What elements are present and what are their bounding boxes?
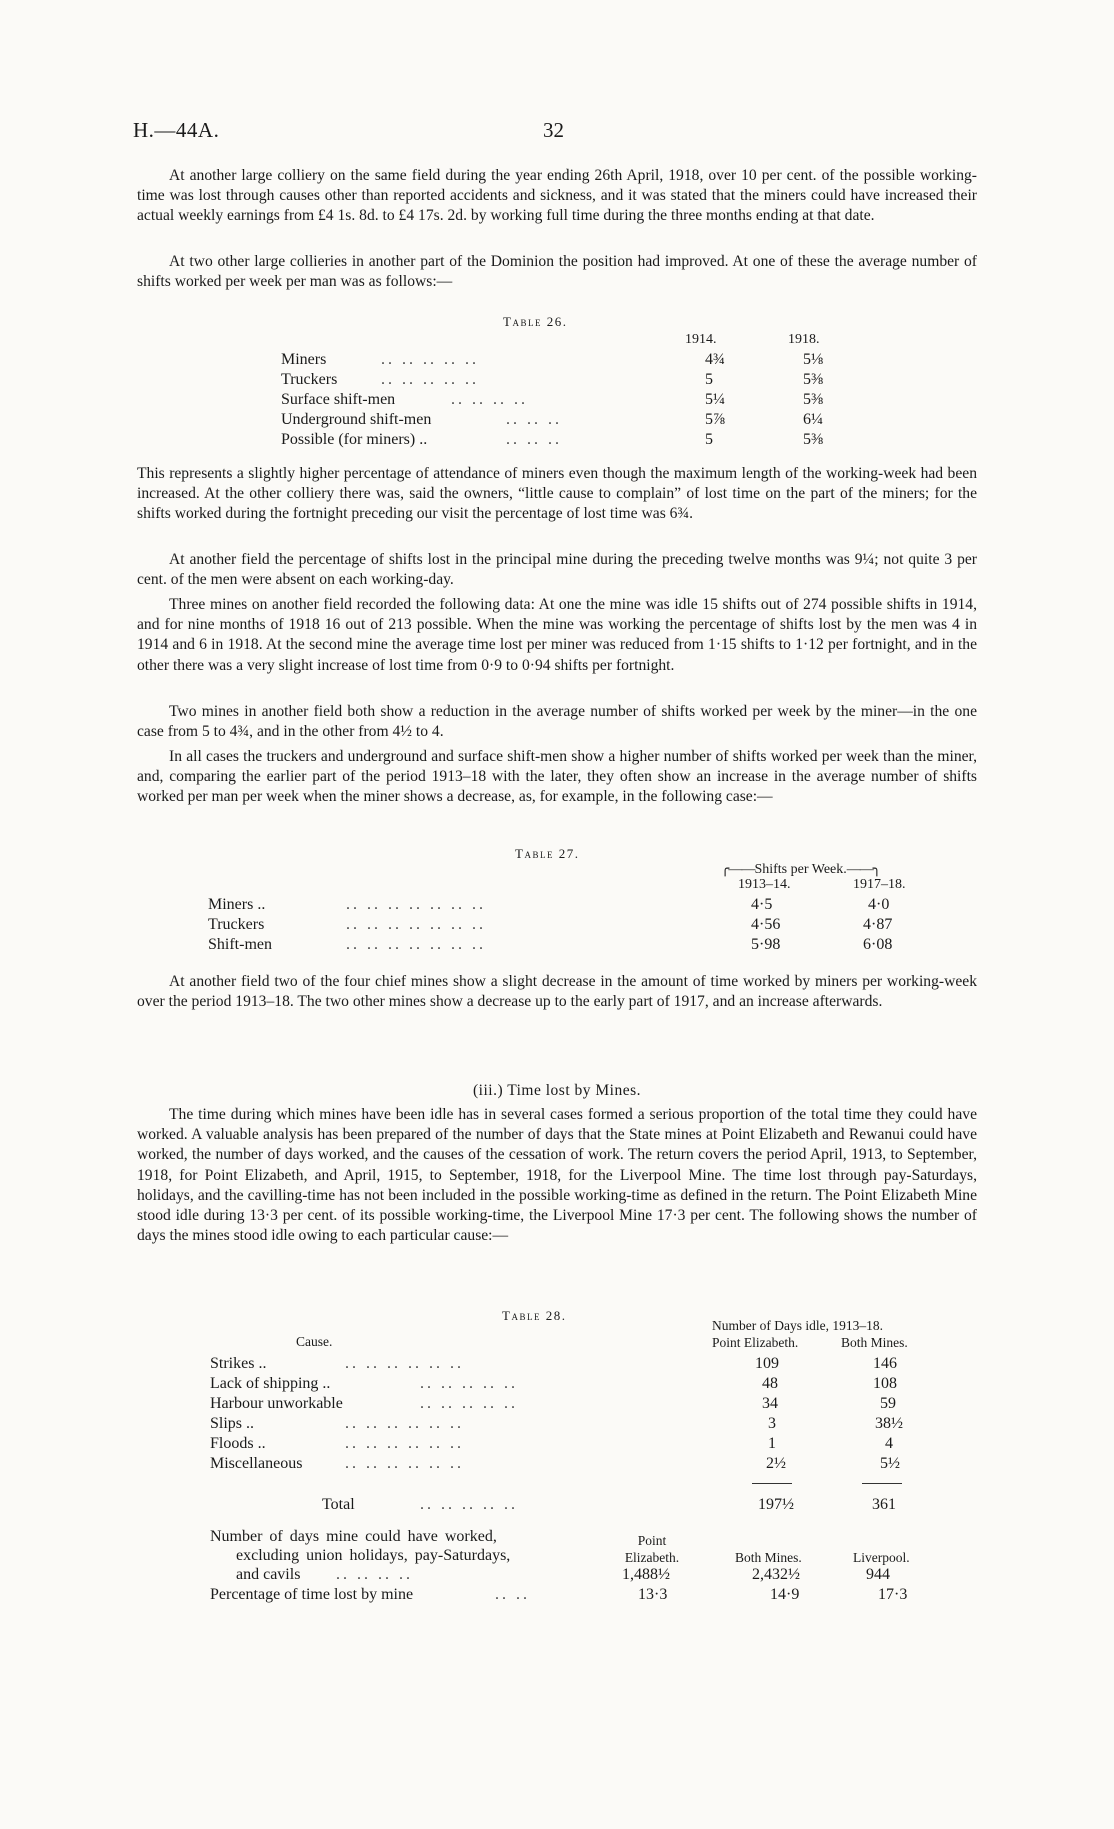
row-label: Surface shift-men bbox=[281, 391, 396, 408]
table-row bbox=[208, 936, 928, 956]
worked-label-text: excluding union holidays, pay-Saturdays, bbox=[236, 1547, 511, 1564]
worked-label-text: Number of days mine could have worked, bbox=[210, 1528, 497, 1545]
table-28-cause-header: Cause. bbox=[296, 1334, 333, 1349]
cell-1913-14: 4·5 bbox=[751, 896, 773, 913]
worked-head-liverpool: Liverpool. bbox=[853, 1550, 910, 1565]
table-27-group-header: ╭——Shifts per Week.——╮ bbox=[721, 862, 881, 877]
table-26-caption: Table 26. bbox=[503, 314, 568, 329]
cell-both-mines: 146 bbox=[873, 1355, 897, 1372]
row-dots: .. .. .. .. .. .. .. bbox=[346, 936, 486, 953]
percentage-liverpool: 17·3 bbox=[878, 1586, 908, 1603]
row-dots: .. .. .. .. .. .. bbox=[345, 1415, 464, 1432]
percentage-row bbox=[210, 1586, 970, 1606]
total-rule-point-elizabeth bbox=[752, 1483, 792, 1484]
worked-values-row bbox=[622, 1566, 962, 1586]
table-row bbox=[208, 916, 928, 936]
cell-1918: 5⅜ bbox=[803, 371, 823, 388]
cell-both-mines: 5½ bbox=[880, 1455, 900, 1472]
paragraph-2: At two other large collieries in another part of the Dominion the position had improved. At one of these the average number of shifts worked per week per man was as follows:— bbox=[137, 253, 977, 291]
worked-both-mines: 2,432½ bbox=[752, 1566, 800, 1583]
cell-1918: 5⅜ bbox=[803, 431, 823, 448]
paragraph-3: This represents a slightly higher percentage of attendance of miners even though the maximum length of the working-week had been increased. At the other colliery there was, said the owners, “little cause to complain” of lost time on the part of the miners; for the shifts worked during the fortnight preceding our visit the percentage of lost time was 6¾. bbox=[137, 465, 977, 523]
row-dots: .. .. .. .. .. .. .. bbox=[346, 916, 486, 933]
table-row-total bbox=[210, 1496, 930, 1516]
document-reference: H.—44A. bbox=[133, 118, 220, 142]
worked-liverpool: 944 bbox=[866, 1566, 890, 1583]
total-both-mines: 361 bbox=[872, 1496, 896, 1513]
cell-both-mines: 108 bbox=[873, 1375, 897, 1392]
cell-point-elizabeth: 109 bbox=[755, 1355, 779, 1372]
row-label: Slips .. bbox=[210, 1415, 255, 1432]
cell-both-mines: 59 bbox=[880, 1395, 896, 1412]
paragraph-8: At another field two of the four chief mines show a slight decrease in the amount of time worked by miners per working-week over the period 1913–18. The two other mines show a decrease up to the early part of 1917, and an increase afterwards. bbox=[137, 973, 977, 1011]
page-number: 32 bbox=[543, 118, 564, 142]
table-row bbox=[210, 1375, 930, 1395]
row-dots: .. .. .. .. .. bbox=[420, 1395, 518, 1412]
percentage-label: Percentage of time lost by mine bbox=[210, 1586, 414, 1603]
worked-point-elizabeth: 1,488½ bbox=[622, 1566, 670, 1583]
paragraph-4: At another field the percentage of shifts lost in the principal mine during the preceding twelve months was 9¼; not quite 3 per cent. of the men were absent on each working-day. bbox=[137, 551, 977, 589]
cell-1914: 5 bbox=[705, 371, 713, 388]
table-26-col-1918: 1918. bbox=[788, 332, 820, 347]
section-title: (iii.) Time lost by Mines. bbox=[472, 1082, 642, 1099]
table-row bbox=[210, 1355, 930, 1375]
worked-label-text: and cavils bbox=[236, 1566, 301, 1583]
table-28-caption: Table 28. bbox=[502, 1308, 567, 1323]
row-label: Truckers bbox=[208, 916, 265, 933]
row-dots: .. .. .. bbox=[506, 411, 562, 428]
row-label: Strikes .. bbox=[210, 1355, 267, 1372]
row-label: Miners .. bbox=[208, 896, 266, 913]
total-label: Total bbox=[322, 1496, 355, 1513]
paragraph-6: Two mines in another field both show a reduction in the average number of shifts worked per week by the miner—in the one case from 5 to 4¾, and in the other from 4½ to 4. bbox=[137, 703, 977, 741]
table-row bbox=[210, 1435, 930, 1455]
cell-point-elizabeth: 1 bbox=[768, 1435, 776, 1452]
cell-1913-14: 5·98 bbox=[751, 936, 781, 953]
row-dots: .. .. .. bbox=[506, 431, 562, 448]
cell-1918: 6¼ bbox=[803, 411, 823, 428]
table-27-col-1917-18: 1917–18. bbox=[853, 877, 906, 892]
row-label: Harbour unworkable bbox=[210, 1395, 343, 1412]
row-dots: .. .. .. .. .. bbox=[420, 1496, 518, 1513]
percentage-both-mines: 14·9 bbox=[770, 1586, 800, 1603]
row-label: Floods .. bbox=[210, 1435, 266, 1452]
row-label: Possible (for miners) .. bbox=[281, 431, 428, 448]
row-dots: .. .. bbox=[495, 1586, 530, 1603]
row-label: Miscellaneous bbox=[210, 1455, 303, 1472]
cell-point-elizabeth: 48 bbox=[762, 1375, 778, 1392]
table-26-col-1914: 1914. bbox=[685, 332, 717, 347]
cell-1914: 5⅞ bbox=[705, 411, 725, 428]
paragraph-9: The time during which mines have been idle has in several cases formed a serious proportion of the total time they could have worked. A valuable analysis has been prepared of the number of days that the State mines at Point Elizabeth and Rewanui could have worked, the number of days worked, and the causes of the cessation of work. The return covers the period April, 1913, to September, 1918, for Point Elizabeth, and April, 1915, to September, 1918, for the Liverpool Mine. The time lost through pay-Saturdays, holidays, and the cavilling-time has not been included in the possible working-time as defined in the return. The Point Elizabeth Mine stood idle during 13·3 per cent. of its possible working-time, the Liverpool Mine 17·3 per cent. The following shows the number of days the mines stood idle owing to each particular cause:— bbox=[137, 1106, 977, 1245]
cell-1913-14: 4·56 bbox=[751, 916, 781, 933]
cell-1914: 4¾ bbox=[705, 351, 725, 368]
row-dots: .. .. .. .. .. bbox=[420, 1375, 518, 1392]
row-dots: .. .. .. .. bbox=[451, 391, 528, 408]
table-row bbox=[281, 411, 841, 431]
row-dots: .. .. .. .. .. .. bbox=[345, 1355, 464, 1372]
worked-label-line-2 bbox=[236, 1547, 936, 1567]
total-point-elizabeth: 197½ bbox=[758, 1496, 794, 1513]
paragraph-5: Three mines on another field recorded the following data: At one the mine was idle 15 shifts out of 274 possible shifts in 1914, and for nine months of 1918 16 out of 213 possible. When the mine was working the percentage of shifts lost by the men was 4 in 1914 and 6 in 1918. At the second mine the average time lost per miner was reduced from 1·15 shifts to 1·12 per fortnight, and in the other there was a very slight increase of lost time from 0·9 to 0·94 shifts per fortnight. bbox=[137, 596, 977, 674]
percentage-point-elizabeth: 13·3 bbox=[638, 1586, 668, 1603]
cell-1914: 5¼ bbox=[705, 391, 725, 408]
table-28-col-point-elizabeth: Point Elizabeth. bbox=[712, 1335, 799, 1350]
cell-1914: 5 bbox=[705, 431, 713, 448]
row-label: Truckers bbox=[281, 371, 338, 388]
paragraph-7: In all cases the truckers and underground and surface shift-men show a higher number of shifts worked per week than the miner, and, comparing the earlier part of the period 1913–18 with the later, they often show an increase in the average number of shifts worked per man per week when the miner shows a decrease, as, for example, in the following case:— bbox=[137, 748, 977, 806]
row-label: Lack of shipping .. bbox=[210, 1375, 331, 1392]
worked-head-both-mines: Both Mines. bbox=[735, 1550, 802, 1565]
cell-1917-18: 4·87 bbox=[863, 916, 893, 933]
row-dots: .. .. .. .. .. .. .. bbox=[346, 896, 486, 913]
row-dots: .. .. .. .. bbox=[336, 1566, 413, 1583]
table-row bbox=[210, 1395, 930, 1415]
table-row bbox=[208, 896, 928, 916]
table-28-col-both-mines: Both Mines. bbox=[841, 1335, 908, 1350]
table-28-group-header: Number of Days idle, 1913–18. bbox=[712, 1318, 883, 1333]
paragraph-1: At another large colliery on the same field during the year ending 26th April, 1918, over 10 per cent. of the possible working-time was lost through causes other than reported accidents and sickness, and it was stated that the miners could have increased their actual weekly earnings from £4 1s. 8d. to £4 17s. 2d. by working full time during the three months ending at that date. bbox=[137, 167, 977, 225]
row-label: Miners bbox=[281, 351, 327, 368]
cell-1917-18: 6·08 bbox=[863, 936, 893, 953]
row-label: Shift-men bbox=[208, 936, 272, 953]
table-row bbox=[210, 1455, 930, 1475]
table-27-col-1913-14: 1913–14. bbox=[738, 877, 791, 892]
table-row bbox=[210, 1415, 930, 1435]
cell-1917-18: 4·0 bbox=[868, 896, 890, 913]
row-dots: .. .. .. .. .. bbox=[381, 371, 479, 388]
row-dots: .. .. .. .. .. bbox=[381, 351, 479, 368]
table-27-caption: Table 27. bbox=[515, 846, 580, 861]
row-label: Underground shift-men bbox=[281, 411, 432, 428]
group-header-text: Shifts per Week. bbox=[754, 862, 847, 877]
cell-point-elizabeth: 3 bbox=[768, 1415, 776, 1432]
total-rule-both-mines bbox=[862, 1483, 902, 1484]
cell-1918: 5⅜ bbox=[803, 391, 823, 408]
worked-head-point-elizabeth: Point Elizabeth. bbox=[624, 1533, 680, 1565]
cell-point-elizabeth: 34 bbox=[762, 1395, 778, 1412]
row-dots: .. .. .. .. .. .. bbox=[345, 1435, 464, 1452]
cell-both-mines: 4 bbox=[885, 1435, 893, 1452]
cell-point-elizabeth: 2½ bbox=[766, 1455, 786, 1472]
table-row bbox=[281, 391, 841, 411]
table-row bbox=[281, 371, 841, 391]
cell-both-mines: 38½ bbox=[875, 1415, 903, 1432]
row-dots: .. .. .. .. .. .. bbox=[345, 1455, 464, 1472]
table-row bbox=[281, 351, 841, 371]
worked-label-line-1 bbox=[210, 1528, 930, 1548]
table-row bbox=[281, 431, 841, 451]
cell-1918: 5⅛ bbox=[803, 351, 823, 368]
